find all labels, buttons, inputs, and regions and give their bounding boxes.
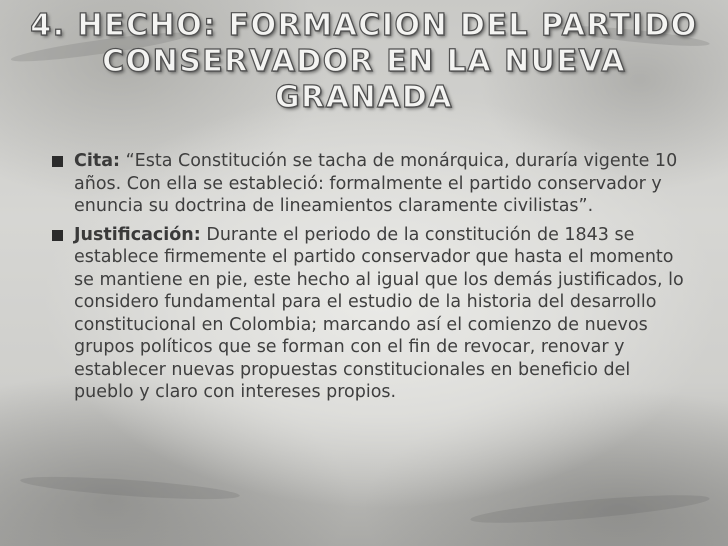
bullet-justificacion [52,224,692,404]
bullet-text: Durante el periodo de la constitución de 1843 se establece firmemente el partido conservador que hasta el momento se mantiene en pie, este hecho al igual que los demás justificados, lo considero fundamental para el estudio de la historia del desarrollo constitucional en Colombia; marcando así el comienzo de nuevos grupos políticos que se forman con el fin de revocar, renovar y establecer nuevas propuestas constitucionales en beneficio del pueblo y claro con intereses propios. [74,224,684,402]
bullet-label: Justificación: [74,224,201,245]
slide-title: 4. HECHO: FORMACION DEL PARTIDO CONSERVADOR EN LA NUEVA GRANADA [30,8,698,115]
bullet-label: Cita: [74,151,121,171]
square-bullet-icon [52,230,63,241]
brush-texture [470,490,711,529]
brush-texture [20,472,241,503]
square-bullet-icon [52,156,63,167]
bullet-text: “Esta Constitución se tacha de monárquica, duraría vigente 10 años. Con ella se estableció: formalmente el partido conservador y enuncia su doctrina de lineamientos claramente civilistas”. [74,151,678,216]
slide-content [52,150,692,410]
bullet-cita [52,150,692,218]
